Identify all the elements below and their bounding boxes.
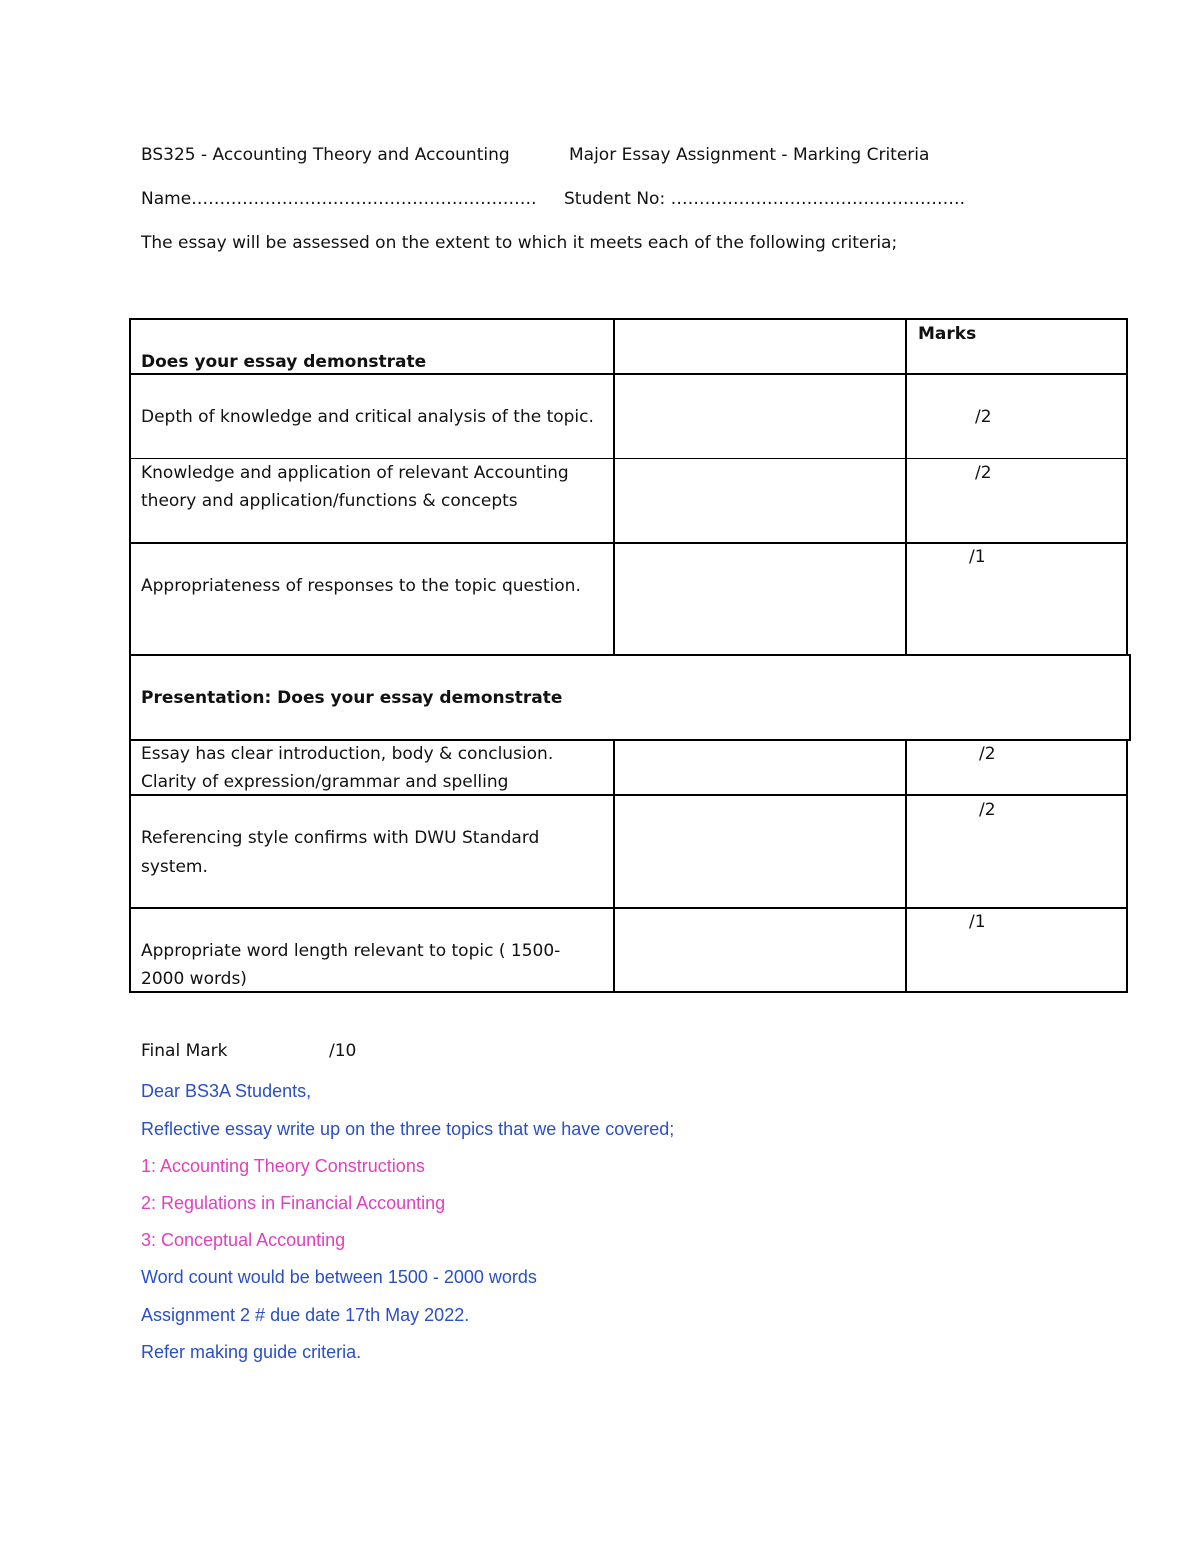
criterion-text: Clarity of expression/grammar and spelling xyxy=(141,772,509,792)
refer-guide-note: Refer making guide criteria. xyxy=(141,1342,362,1362)
note-intro: Reflective essay write up on the three topics that we have covered; xyxy=(141,1119,675,1139)
criterion-mark: /1 xyxy=(969,912,986,932)
final-mark-label: Final Mark xyxy=(141,1041,228,1061)
criterion-mark: /1 xyxy=(969,547,986,567)
topic-item: 2: Regulations in Financial Accounting xyxy=(141,1193,446,1213)
name-field-label: Name……………………………………………………. xyxy=(141,189,537,209)
final-mark-value: /10 xyxy=(329,1041,357,1061)
word-count-note: Word count would be between 1500 - 2000 words xyxy=(141,1267,537,1287)
criterion-mark: /2 xyxy=(979,744,996,764)
criterion-text: 2000 words) xyxy=(141,969,247,989)
table-header-marks: Marks xyxy=(918,324,977,344)
criterion-text: Appropriate word length relevant to topic ( 1500- xyxy=(141,941,561,961)
criterion-text: Depth of knowledge and critical analysis of the topic. xyxy=(141,407,594,427)
due-date-note: Assignment 2 # due date 17th May 2022. xyxy=(141,1305,470,1325)
criterion-mark: /2 xyxy=(975,407,992,427)
note-greeting: Dear BS3A Students, xyxy=(141,1081,312,1101)
topic-item: 1: Accounting Theory Constructions xyxy=(141,1156,425,1176)
criteria-intro: The essay will be assessed on the extent to which it meets each of the following criteria; xyxy=(141,233,898,253)
criterion-text: Essay has clear introduction, body & conclusion. xyxy=(141,744,554,764)
criterion-mark: /2 xyxy=(975,463,992,483)
criterion-text: Knowledge and application of relevant Accounting xyxy=(141,463,569,483)
course-title: BS325 - Accounting Theory and Accounting xyxy=(141,145,510,165)
criterion-text: theory and application/functions & concepts xyxy=(141,491,518,511)
topic-item: 3: Conceptual Accounting xyxy=(141,1230,346,1250)
presentation-header: Presentation: Does your essay demonstrate xyxy=(141,688,563,708)
table-header-criteria: Does your essay demonstrate xyxy=(141,352,427,372)
criterion-mark: /2 xyxy=(979,800,996,820)
criterion-text: Appropriateness of responses to the topic question. xyxy=(141,576,581,596)
criterion-text: Referencing style confirms with DWU Standard xyxy=(141,828,540,848)
assignment-title: Major Essay Assignment - Marking Criteria xyxy=(569,145,930,165)
student-no-field-label: Student No: ……………………………………………. xyxy=(564,189,965,209)
criterion-text: system. xyxy=(141,857,208,877)
